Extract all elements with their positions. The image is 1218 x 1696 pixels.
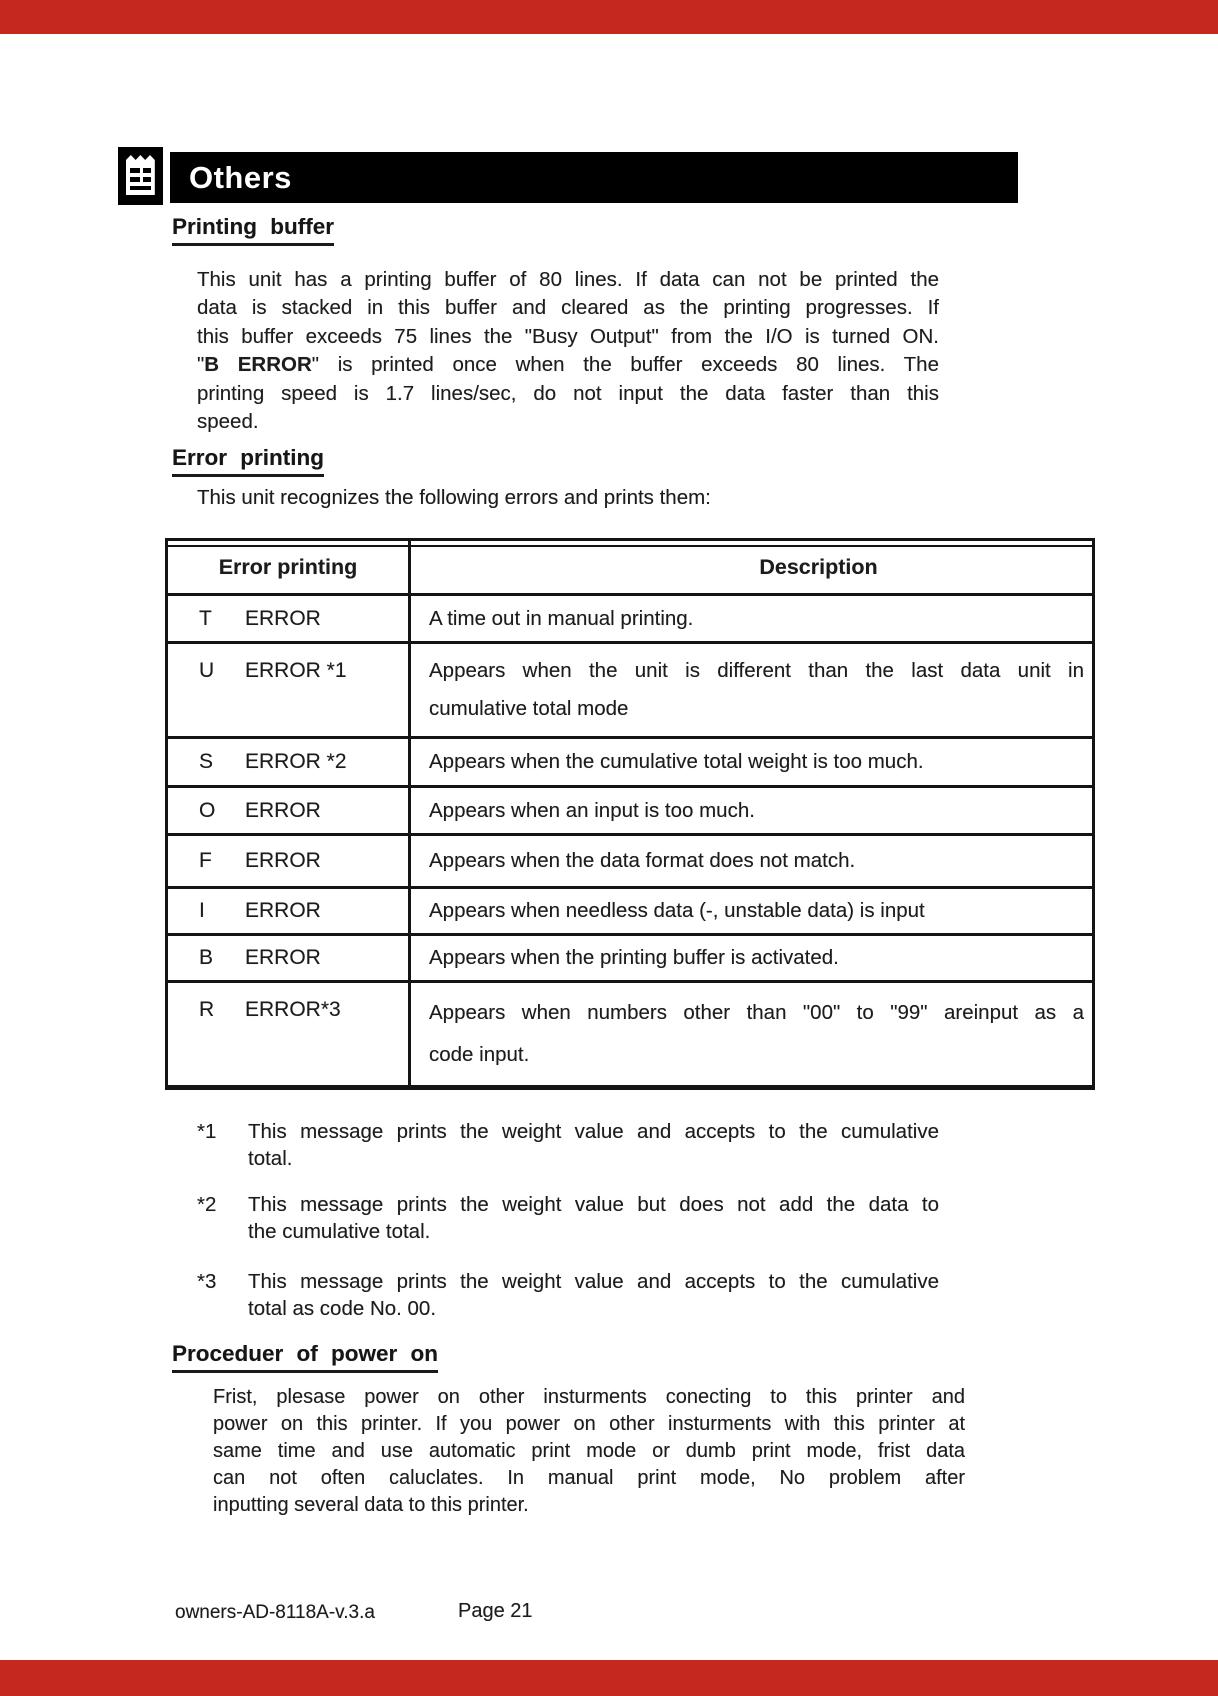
error-code: T xyxy=(199,606,212,630)
section-title-bar xyxy=(170,152,1018,203)
footnote-line: This message prints the weight value but does not add the data to xyxy=(248,1193,939,1216)
error-code-cell xyxy=(168,739,411,785)
footnote-3 xyxy=(197,1268,939,1322)
scan-edge-top xyxy=(0,0,1218,34)
description-line: Appears when the cumulative total weight is too much. xyxy=(429,750,924,773)
description-line: Appears when an input is too much. xyxy=(429,798,755,822)
error-code: B xyxy=(199,946,214,969)
error-label: ERROR xyxy=(245,849,321,872)
error-description-cell xyxy=(411,739,1092,785)
description-line: Appears when needless data (-, unstable data) is input xyxy=(429,899,925,922)
footnote-line: This message prints the weight value and accepts to the cumulative xyxy=(248,1270,939,1293)
error-table xyxy=(165,538,1095,1090)
footnote-1 xyxy=(197,1118,939,1172)
error-code: R xyxy=(199,998,215,1021)
error-label: ERROR xyxy=(245,946,321,969)
line-part: " xyxy=(197,353,205,377)
table-row xyxy=(168,593,1092,641)
description-line: A time out in manual printing. xyxy=(429,606,694,630)
error-code: I xyxy=(199,899,205,922)
col-header-description: Description xyxy=(759,554,878,579)
footnote-text xyxy=(248,1191,939,1245)
error-label: ERROR*3 xyxy=(245,998,341,1021)
error-label: ERROR xyxy=(245,899,321,922)
paragraph-line: speed. xyxy=(197,410,259,434)
footnote-marker: *3 xyxy=(197,1270,217,1293)
description-line: cumulative total mode xyxy=(429,697,629,721)
footer-doc-id: owners-AD-8118A-v.3.a xyxy=(175,1602,375,1623)
error-description-cell xyxy=(411,596,1092,641)
table-row xyxy=(168,886,1092,933)
error-description-cell xyxy=(411,889,1092,933)
paragraph-line: printing speed is 1.7 lines/sec, do not input the data faster than this xyxy=(197,381,939,405)
error-code: S xyxy=(199,750,214,773)
footnote-line: total as code No. 00. xyxy=(248,1297,437,1320)
receipt-icon xyxy=(118,147,163,205)
error-label: ERROR *1 xyxy=(245,659,347,682)
error-code: F xyxy=(199,849,212,872)
heading-error-printing: Error printing xyxy=(172,445,324,477)
error-description-cell xyxy=(411,788,1092,833)
col-header-error-printing: Error printing xyxy=(168,541,411,593)
error-code-cell xyxy=(168,788,411,833)
paragraph-line: data is stacked in this buffer and cleared as the printing progresses. If xyxy=(197,296,939,320)
error-code-cell xyxy=(168,983,411,1085)
description-line: code input. xyxy=(429,1043,530,1066)
paragraph-line: Frist, plesase power on other insturments conecting to this printer and xyxy=(213,1386,965,1408)
footnote-text xyxy=(248,1268,939,1322)
footnote-marker: *1 xyxy=(197,1120,217,1143)
table-row xyxy=(168,980,1092,1085)
error-code-cell xyxy=(168,889,411,933)
paragraph-line: can not often caluclates. In manual print mode, No problem after xyxy=(213,1467,965,1489)
footer-page-number: Page 21 xyxy=(458,1600,533,1622)
footnote-line: total. xyxy=(248,1147,293,1170)
footnote-marker: *2 xyxy=(197,1193,217,1216)
line-part: " is printed once when the buffer exceeds 80 lines. The xyxy=(311,353,939,377)
footnote-line: the cumulative total. xyxy=(248,1220,431,1243)
table-row xyxy=(168,641,1092,736)
paragraph-line xyxy=(197,351,939,379)
paragraph-line: this buffer exceeds 75 lines the "Busy Output" from the I/O is turned ON. xyxy=(197,324,939,348)
heading-procedure-power-on: Proceduer of power on xyxy=(172,1341,438,1373)
footnote-2 xyxy=(197,1191,939,1245)
procedure-paragraph xyxy=(213,1384,965,1519)
paragraph-line: inputting several data to this printer. xyxy=(213,1494,529,1516)
heading-printing-buffer: Printing buffer xyxy=(172,214,334,246)
error-label: ERROR xyxy=(245,606,321,630)
b-error-emphasis: B ERROR xyxy=(204,353,312,377)
paragraph-line: This unit has a printing buffer of 80 lines. If data can not be printed the xyxy=(197,268,939,291)
error-code: O xyxy=(199,798,216,822)
description-line: Appears when numbers other than "00" to "99" areinput as a xyxy=(429,1001,1084,1024)
error-code-cell xyxy=(168,936,411,980)
printing-buffer-paragraph xyxy=(197,266,939,436)
table-row xyxy=(168,785,1092,833)
error-description-cell xyxy=(411,983,1092,1085)
table-row xyxy=(168,933,1092,980)
description-line: Appears when the unit is different than the last data unit in xyxy=(429,658,1084,682)
table-header-row xyxy=(168,541,1092,593)
paragraph-line: same time and use automatic print mode or dumb print mode, frist data xyxy=(213,1440,965,1462)
error-description-cell xyxy=(411,936,1092,980)
page-title: Others xyxy=(189,159,292,195)
section-header xyxy=(118,147,1018,205)
description-line: Appears when the printing buffer is activated. xyxy=(429,946,839,969)
error-code-cell xyxy=(168,836,411,886)
table-row xyxy=(168,736,1092,785)
error-code-cell xyxy=(168,596,411,641)
error-label: ERROR xyxy=(245,798,321,822)
error-description-cell xyxy=(411,644,1092,736)
error-label: ERROR *2 xyxy=(245,750,347,773)
description-line: Appears when the data format does not match. xyxy=(429,849,856,872)
error-printing-intro: This unit recognizes the following errors and prints them: xyxy=(197,486,711,509)
footnote-text xyxy=(248,1118,939,1172)
error-description-cell xyxy=(411,836,1092,886)
table-row xyxy=(168,833,1092,886)
paragraph-line: power on this printer. If you power on other insturments with this printer at xyxy=(213,1413,965,1435)
error-code: U xyxy=(199,659,215,682)
footnote-line: This message prints the weight value and accepts to the cumulative xyxy=(248,1120,939,1143)
scan-edge-bottom xyxy=(0,1660,1218,1696)
error-code-cell xyxy=(168,644,411,736)
